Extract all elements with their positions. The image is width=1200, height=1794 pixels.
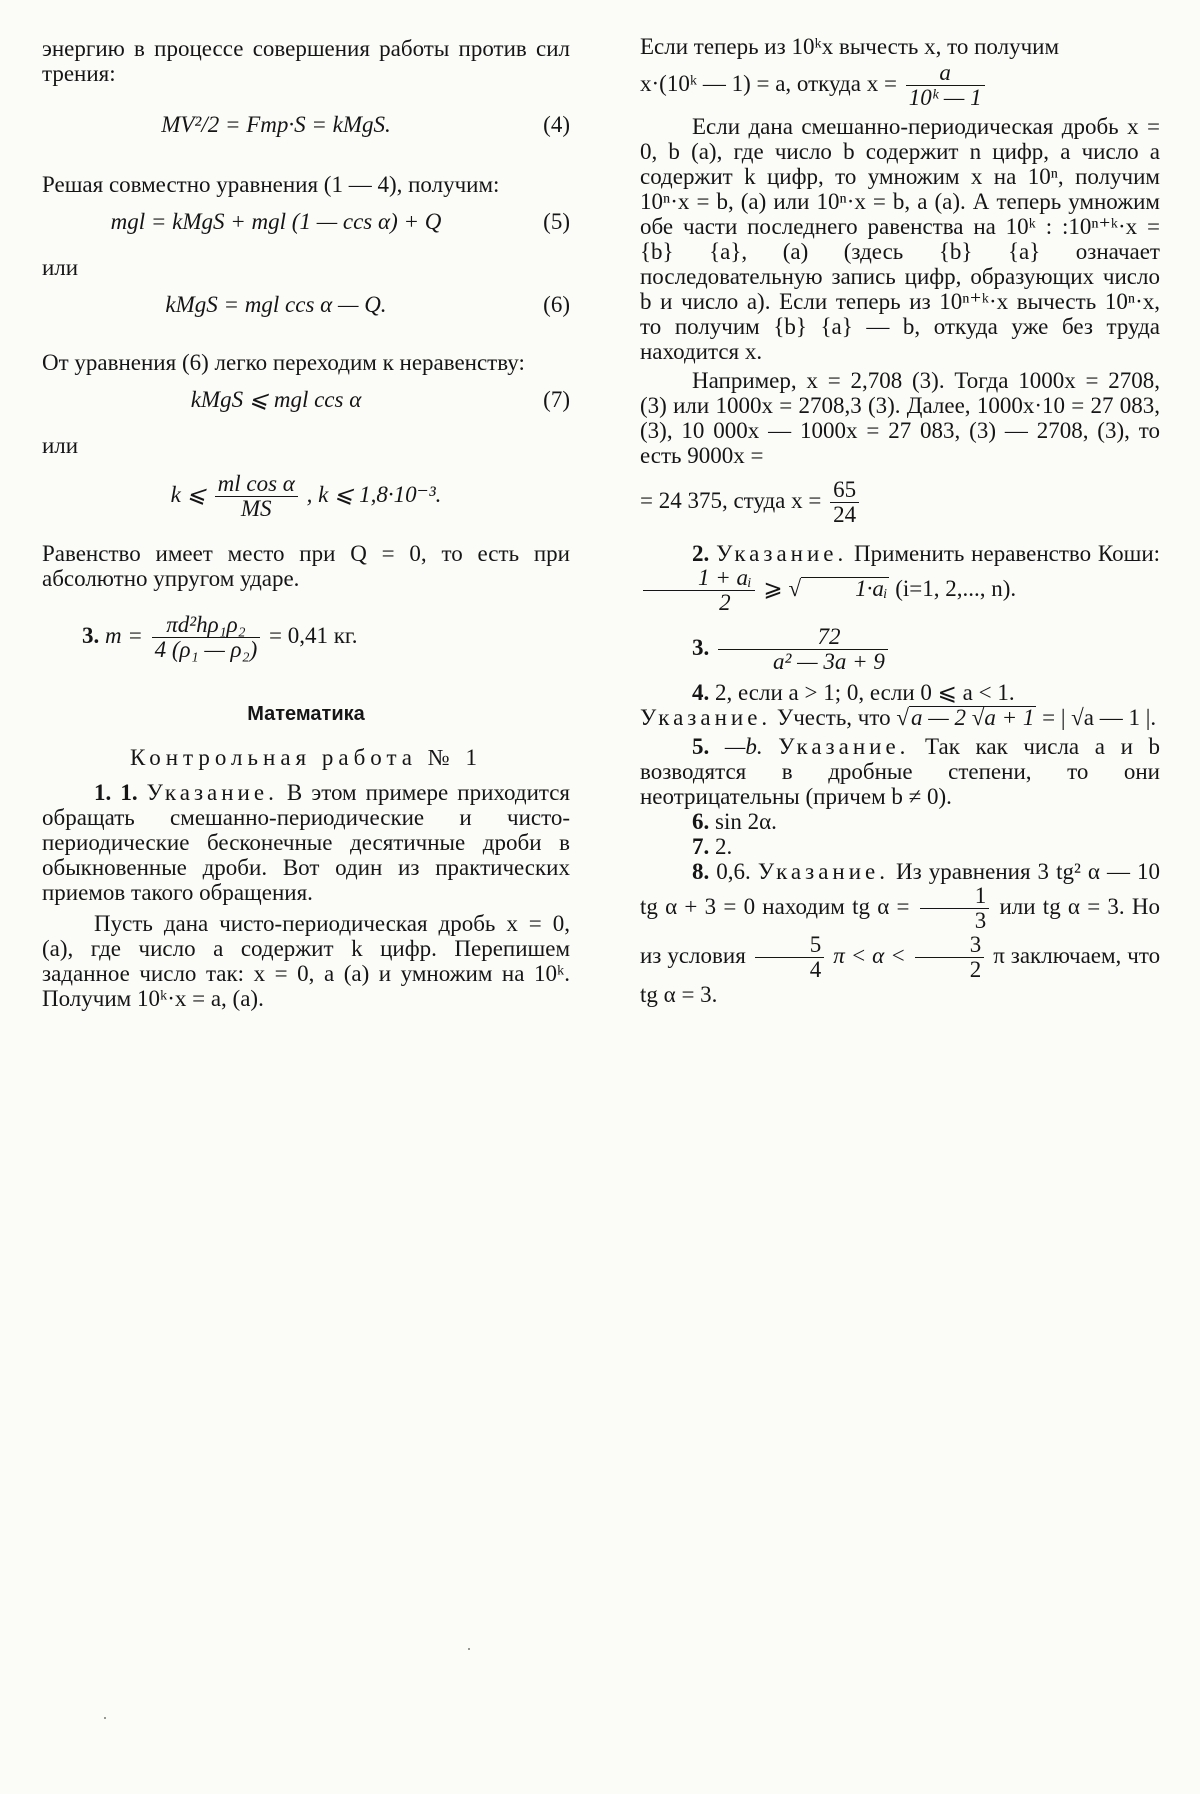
equation-body: MV²/2 = Fтр·S = kMgS. (161, 112, 391, 137)
equation-body: mgl = kMgS + mgl (1 — ccs α) + Q (110, 209, 442, 234)
answer-5 (640, 734, 1160, 809)
root-sign: √ (896, 705, 909, 730)
answer-text: 2. (715, 834, 733, 859)
fraction-denominator: 2 (643, 590, 755, 615)
fraction (152, 613, 261, 662)
scan-speck (468, 1648, 470, 1650)
answer-3 (640, 625, 1160, 674)
hint-label: Указание. (716, 541, 848, 566)
inequality-tail: , k ⩽ 1,8·10⁻³. (306, 481, 442, 507)
hint-text: Учесть, что (776, 705, 891, 730)
fraction-denominator: 4 (ρ₁ — ρ₂) (152, 637, 261, 662)
answer-4 (640, 680, 1160, 705)
answer-2 (640, 541, 1160, 615)
fraction-numerator: 3 (969, 932, 982, 957)
result-text: = 24 375, студа x = (640, 487, 822, 513)
equation-5 (42, 197, 570, 255)
fraction-denominator: 24 (830, 502, 859, 527)
answer-1-paragraph (42, 780, 570, 905)
hint-label: Указание. (146, 780, 278, 805)
hint-text: В этом примере приходится обращать смешанно-периодические и чисто-периодические бесконечные десятичные дроби в обыкновенные дроби. Вот один из практических приемов такого обращения. (42, 780, 571, 905)
ge-sign: ⩾ √ (763, 575, 802, 601)
answer-number: 4. (692, 680, 710, 705)
paragraph: От уравнения (6) легко переходим к неравенству: (42, 350, 525, 375)
equation-number: (5) (543, 209, 570, 234)
hint-label: Указание. (778, 734, 910, 759)
answer-number: 3. (692, 634, 710, 660)
answer-number: 7. (692, 834, 710, 859)
equation-lhs: x·(10ᵏ — 1) = a, откуда x = (640, 70, 897, 96)
answer-text: 2, если a > 1; 0, если 0 ⩽ a < 1. (715, 680, 1015, 705)
inequality-k (42, 472, 570, 521)
hint-tail: π заключаем, что tg α = 3. (640, 942, 1161, 1007)
fraction-denominator: 3 (920, 908, 990, 933)
hint-text: или tg α = 3. Но из условия (640, 893, 1161, 968)
paragraph: Если теперь из 10ᵏx вычесть x, то получим (640, 34, 1060, 59)
root-radicand: a — 2 √a + 1 (911, 705, 1035, 730)
answer-number: 3. (82, 622, 100, 648)
paragraph: энергию в процессе совершения работы против сил трения: (42, 36, 570, 86)
fraction-numerator: 65 (833, 477, 857, 502)
fraction (915, 933, 985, 982)
fraction-denominator: a² — 3a + 9 (718, 649, 888, 674)
answer-text: sin 2α. (715, 809, 777, 834)
answer-number: 1. 1. (94, 780, 138, 805)
left-column (42, 36, 570, 1011)
hint-text: Так как числа a и b возводятся в дробные степени, то они неотрицательны (причем b ≠ 0). (640, 734, 1161, 809)
inequality-lhs: k ⩽ (170, 481, 206, 507)
right-column (640, 34, 1160, 1007)
paragraph: Если дана смешанно-периодическая дробь x = 0, b (a), где число b содержит n цифр, а число a содержит k цифр, то умножим x на 10ⁿ, получим 10ⁿ·x = b, (a) или 10ⁿ·x = b, a (a). А теперь умножим обе части последнего равенства на 10ᵏ : :10ⁿ⁺ᵏ·x = {b} {a}, (a) (здесь {b} {a} означает последовательную запись цифр, образующих число b и число a). Если теперь из 10ⁿ⁺ᵏ·x вычесть 10ⁿ·x, то получим {b} {a} — b, откуда уже без труда находится x. (640, 114, 1160, 364)
connector-text: или (42, 255, 79, 280)
fraction (906, 61, 985, 110)
answer-text: —b. (724, 734, 763, 759)
fraction-numerator: πd²hρ₁ρ₂ (166, 612, 246, 637)
hint-tail: = | √a — 1 |. (1042, 705, 1157, 730)
equation-6 (42, 280, 570, 338)
result-line (640, 478, 1160, 527)
answer-number: 5. (692, 734, 710, 759)
formula-lhs: m = (105, 622, 143, 648)
equation-4 (42, 100, 570, 158)
answer-7 (640, 834, 1160, 859)
formula-tail: = 0,41 кг. (268, 622, 358, 648)
fraction-numerator: 1 (974, 883, 987, 908)
fraction-denominator: MS (215, 496, 298, 521)
answer-3-physics (82, 613, 570, 662)
fraction-denominator: 2 (915, 957, 985, 982)
answer-number: 8. (692, 859, 710, 884)
fraction-numerator: ml cos α (217, 471, 295, 496)
equation-body: kMgS ⩽ mgl ccs α (190, 387, 362, 412)
section-heading: Математика (247, 703, 365, 725)
answer-8 (640, 859, 1160, 1007)
inequality-middle: π < α < (833, 942, 906, 968)
root-radicand: 1·aᵢ (801, 577, 889, 600)
fraction-numerator: 1 + aᵢ (698, 565, 752, 590)
answer-4-hint (640, 705, 1160, 730)
connector-text: или (42, 433, 79, 458)
answer-number: 2. (692, 541, 710, 566)
fraction (643, 566, 755, 615)
fraction (920, 884, 990, 933)
hint-label: Указание. (757, 859, 889, 884)
paragraph: Пусть дана чисто-периодическая дробь x = 0, (a), где число a содержит k цифр. Перепишем заданное число так: x = 0, a (a) и умножим на 10ᵏ. Получим 10ᵏ·x = a, (a). (42, 911, 570, 1011)
answer-number: 6. (692, 809, 710, 834)
fraction-numerator: a (939, 60, 951, 85)
equation-number: (7) (543, 387, 570, 412)
fraction (830, 478, 859, 527)
paragraph: Решая совместно уравнения (1 — 4), получим: (42, 172, 500, 197)
paragraph: Равенство имеет место при Q = 0, то есть при абсолютно упругом ударе. (42, 541, 570, 591)
paragraph: Например, x = 2,708 (3). Тогда 1000x = 2708, (3) или 1000x = 2708,3 (3). Далее, 1000x·10 = 27 083, (3), 10 000x — 1000x = 27 083, (3) — 2708, (3), то есть 9000x = (640, 368, 1160, 468)
equation-x (640, 61, 1160, 110)
index-range: (i=1, 2,..., n). (895, 575, 1017, 601)
scan-speck (104, 1717, 106, 1719)
equation-number: (6) (543, 292, 570, 317)
fraction (215, 472, 298, 521)
answer-text: 0,6. (716, 859, 751, 884)
hint-label: Указание. (640, 705, 772, 730)
fraction-denominator: 10ᵏ — 1 (906, 85, 985, 110)
equation-7 (42, 375, 570, 433)
fraction (755, 933, 825, 982)
answer-6 (640, 809, 1160, 834)
fraction-numerator: 72 (817, 624, 841, 649)
equation-body: kMgS = mgl ccs α — Q. (165, 292, 387, 317)
fraction-numerator: 5 (809, 932, 822, 957)
hint-text: Из уравнения 3 tg² α — 10 tg α + 3 = 0 находим tg α = (640, 859, 1160, 919)
fraction-denominator: 4 (755, 957, 825, 982)
fraction (718, 625, 888, 674)
hint-text: Применить неравенство Коши: (854, 541, 1161, 566)
section-subheading: Контрольная работа № 1 (130, 745, 482, 770)
equation-number: (4) (543, 112, 570, 137)
